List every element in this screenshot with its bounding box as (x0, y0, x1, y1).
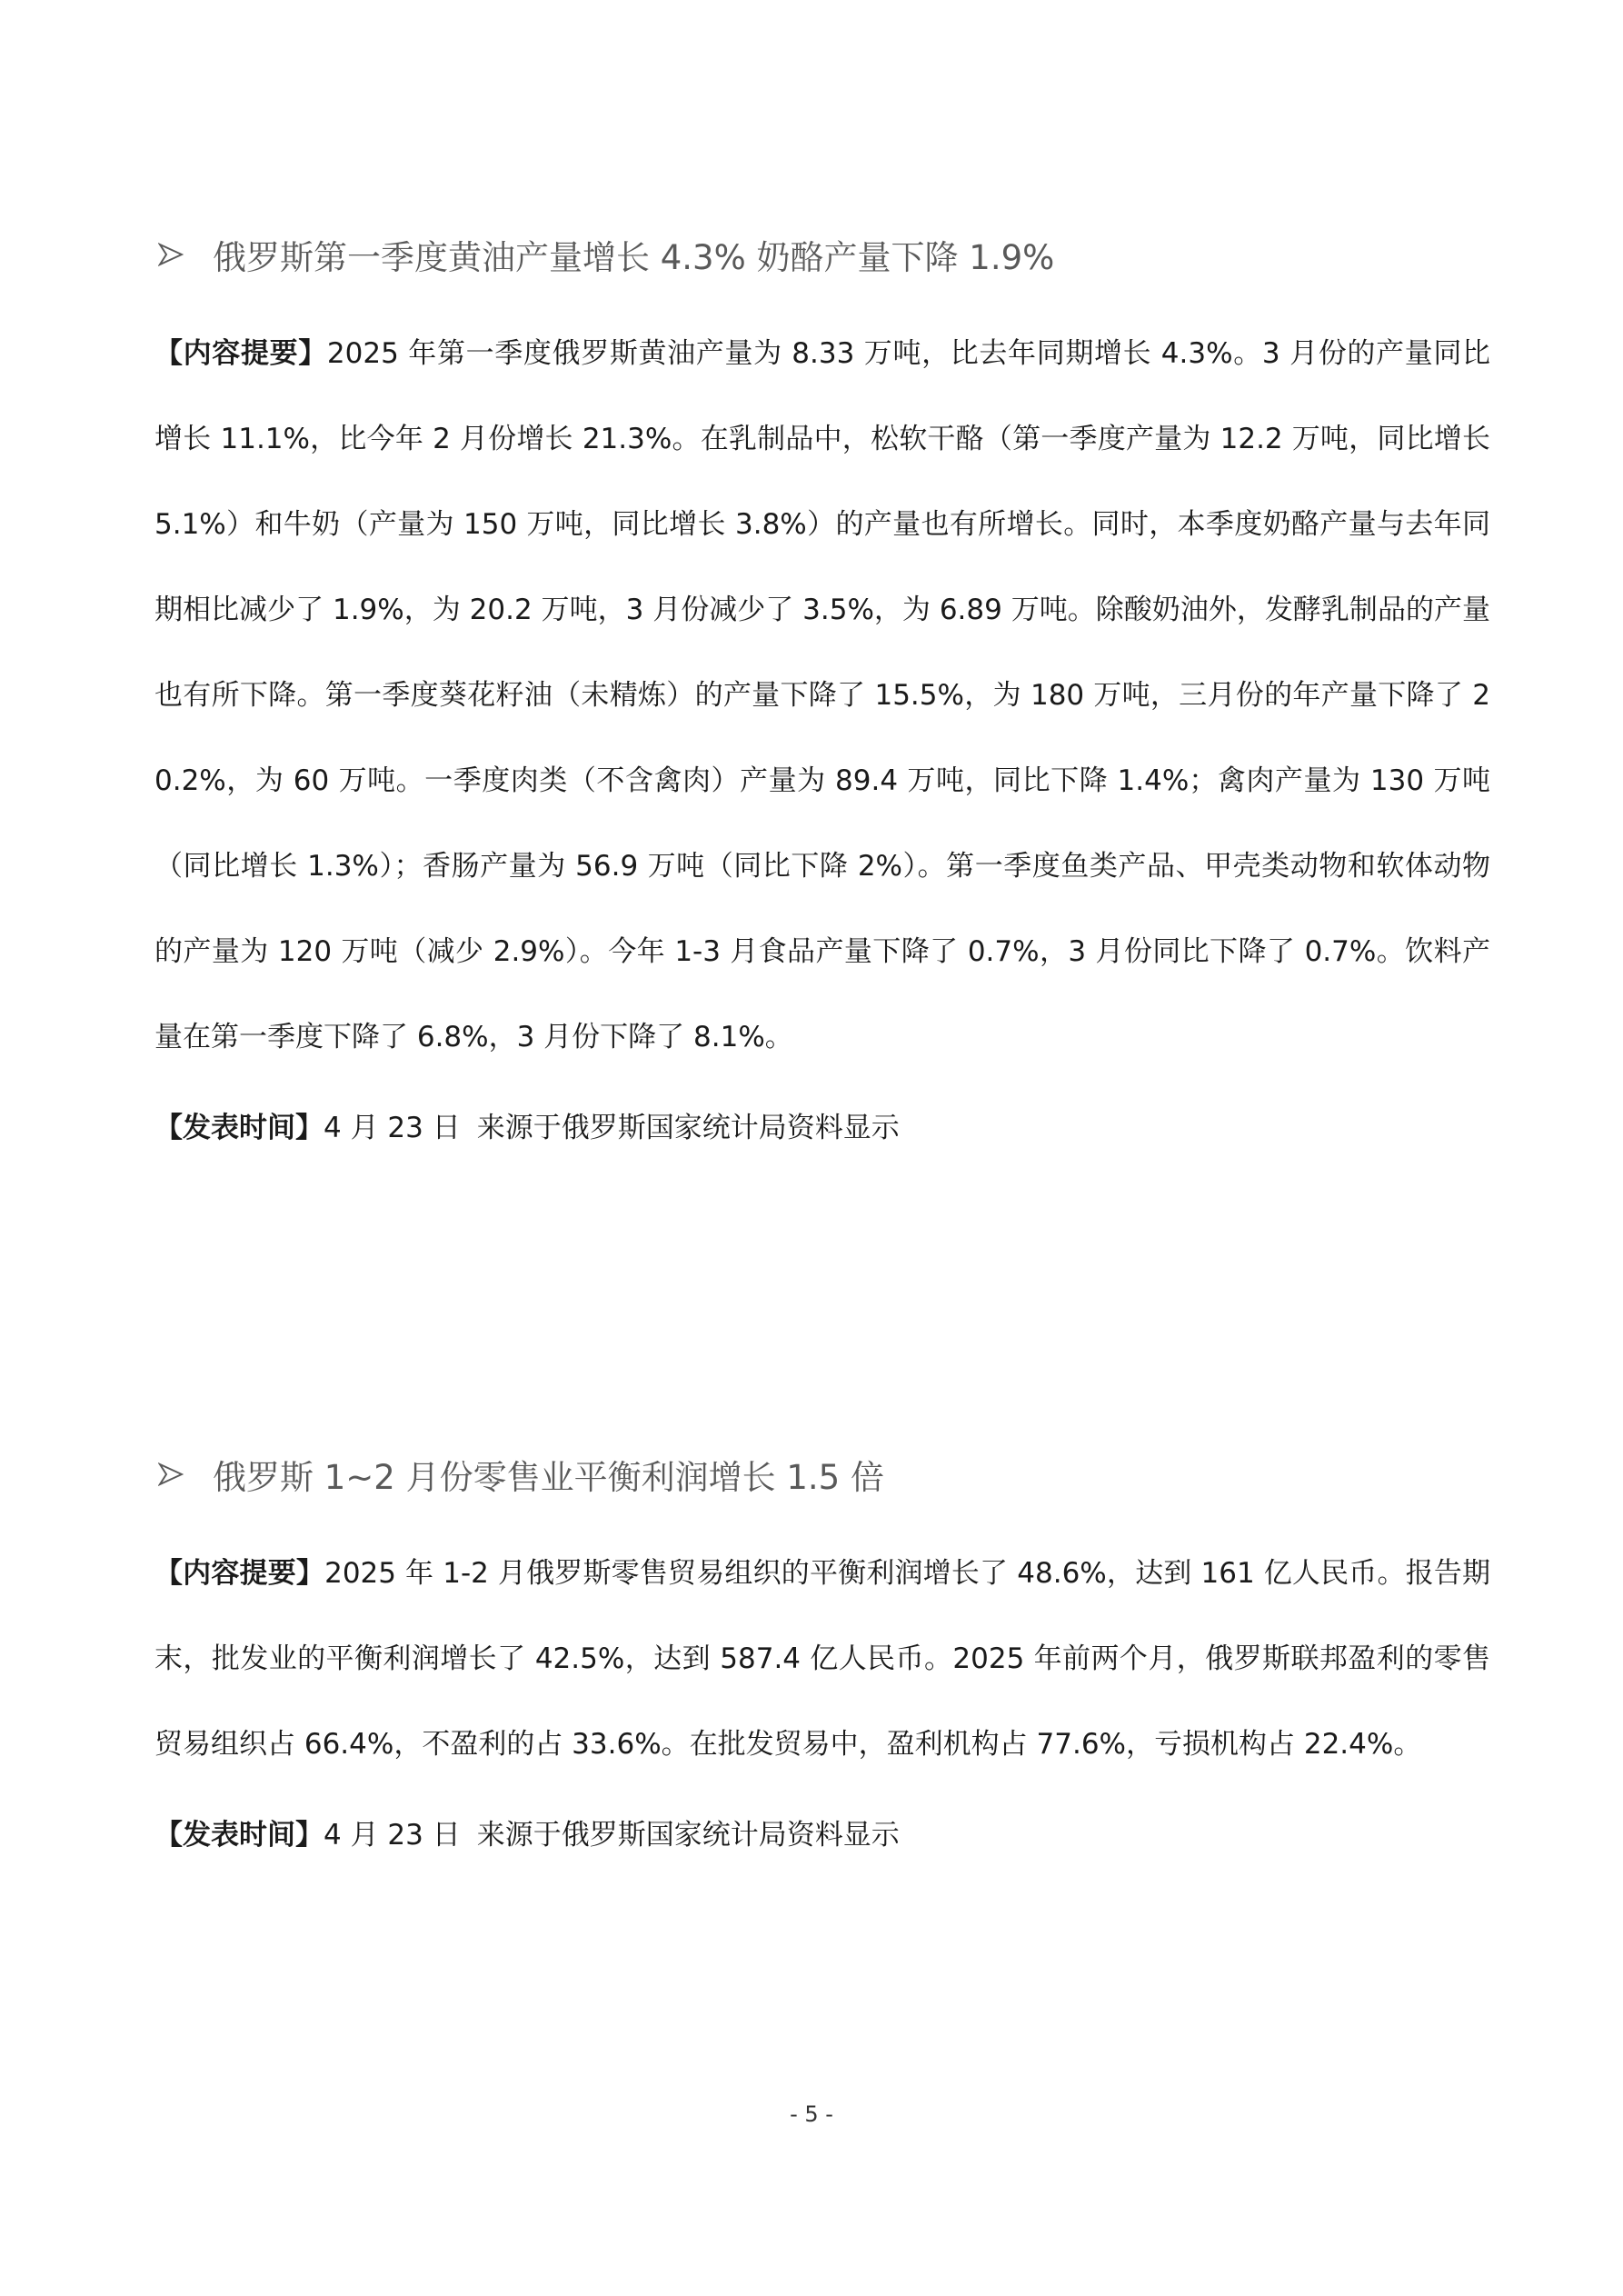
article-butter-cheese (154, 218, 1490, 1171)
article-title-text: 俄罗斯 1~2 月份零售业平衡利润增长 1.5 倍 (213, 1458, 884, 1497)
summary-label: 【内容提要】 (154, 337, 327, 370)
summary-text: 2025 年第一季度俄罗斯黄油产量为 8.33 万吨，比去年同期增长 4.3%。3 月份的产量同比增长 11.1%，比今年 2 月份增长 21.3%。在乳制品中，松软干酪（第一季度产量为 12.2 万吨，同比增长 5.1%）和牛奶（产量为 150 万吨，同比增长 3.8%）的产量也有所增长。同时，本季度奶酪产量与去年同期相比减少了 1.9%，为 20.2 万吨，3 月份减少了 3.5%，为 6.89 万吨。除酸奶油外，发酵乳制品的产量也有所下降。第一季度葵花籽油（未精炼）的产量下降了 15.5%，为 180 万吨，三月份的年产量下降了 20.2%，为 60 万吨。一季度肉类（不含禽肉）产量为 89.4 万吨，同比下降 1.4%；禽肉产量为 130 万吨（同比增长 1.3%）；香肠产量为 56.9 万吨（同比下降 2%）。第一季度鱼类产品、甲壳类动物和软体动物的产量为 120 万吨（减少 2.9%）。今年 1-3 月食品产量下降了 0.7%，3 月份同比下降了 0.7%。饮料产量在第一季度下降了 6.8%，3 月份下降了 8.1%。 (154, 337, 1490, 1053)
published-date: 4 月 23 日 (324, 1819, 461, 1852)
article-title-text: 俄罗斯第一季度黄油产量增长 4.3% 奶酪产量下降 1.9% (213, 238, 1055, 277)
article-title (154, 218, 1490, 291)
article-source: 来源于俄罗斯国家统计局资料显示 (476, 1112, 900, 1144)
article-meta (154, 1085, 1490, 1171)
summary-text: 2025 年 1-2 月俄罗斯零售贸易组织的平衡利润增长了 48.6%，达到 161 亿人民币。报告期末，批发业的平衡利润增长了 42.5%，达到 587.4 亿人民币。2025 年前两个月，俄罗斯联邦盈利的零售贸易组织占 66.4%，不盈利的占 33.6%。在批发贸易中，盈利机构占 77.6%，亏损机构占 22.4%。 (154, 1557, 1491, 1761)
summary-label: 【内容提要】 (154, 1557, 325, 1590)
article-summary (154, 311, 1490, 1080)
published-label: 【发表时间】 (154, 1112, 324, 1144)
published-date: 4 月 23 日 (324, 1112, 461, 1144)
arrow-bullet-icon (158, 1462, 184, 1487)
article-title (154, 1438, 1490, 1511)
article-retail-profit (154, 1438, 1490, 1878)
article-summary (154, 1531, 1490, 1787)
article-source: 来源于俄罗斯国家统计局资料显示 (476, 1819, 900, 1852)
published-label: 【发表时间】 (154, 1819, 324, 1852)
arrow-bullet-icon (158, 242, 184, 267)
page-number: - 5 - (790, 2101, 833, 2127)
article-meta (154, 1792, 1490, 1878)
